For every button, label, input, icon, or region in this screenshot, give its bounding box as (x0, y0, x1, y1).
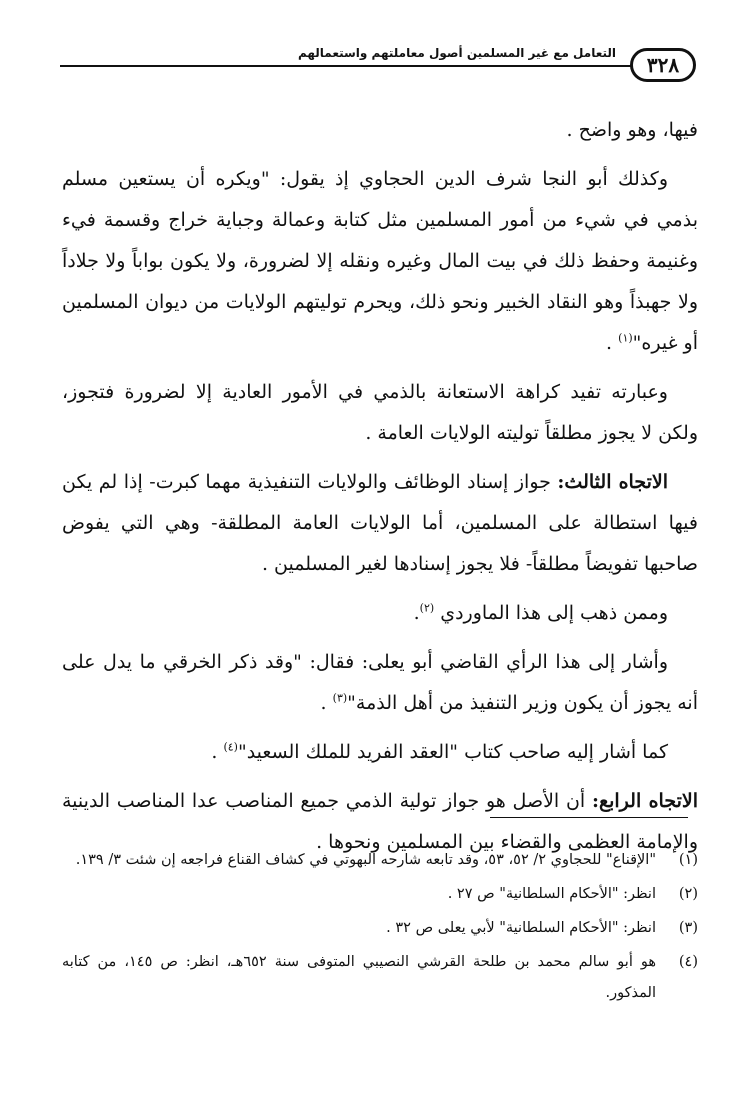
running-title: التعامل مع غير المسلمين أصول معاملتهم واستعمالهم (297, 46, 616, 60)
footnote-number: (٤) (678, 954, 698, 970)
page-number: ٣٢٨ (630, 48, 696, 82)
section-label: الاتجاه الثالث: (557, 471, 668, 493)
footnote-number: (١) (678, 852, 698, 868)
footnote-text: "الإقناع" للحجاوي ٢/ ٥٢، ٥٣، وقد تابعه شارحه البهوتي في كشاف القناع فراجعه إن شئت ٣/ ١٣٩. (75, 852, 656, 868)
footnote-text: انظر: "الأحكام السلطانية" لأبي يعلى ص ٣٢ . (386, 920, 656, 936)
paragraph-3: وعبارته تفيد كراهة الاستعانة بالذمي في الأمور العادية إلا لضرورة فتجوز، ولكن لا يجوز مطلقاً توليته الولايات العامة . (62, 381, 698, 444)
footnote (62, 845, 698, 876)
footnote (62, 947, 698, 1009)
paragraph-6: وأشار إلى هذا الرأي القاضي أبو يعلى: فقال: "وقد ذكر الخرقي ما يدل على أنه يجوز أن يكون وزير التنفيذ من أهل الذمة"$^{(٣)}$ . (62, 651, 698, 714)
footnote-ref: (٣) (332, 691, 348, 705)
footnote-text: انظر: "الأحكام السلطانية" ص ٢٧ . (447, 886, 656, 902)
footnote (62, 879, 698, 910)
page-header (60, 42, 696, 92)
footnote-ref: (٤) (223, 740, 238, 754)
paragraph-1: فيها، وهو واضح . (566, 119, 698, 141)
footnote-number: (٢) (678, 886, 698, 902)
quote-text: وكذلك أبو النجا شرف الدين الحجاوي إذ يقول: "ويكره أن يستعين مسلم بذمي في شيء من أمور المسلمين مثل كتابة وعمالة وجباية خراج وقسمة فيء وغنيمة وحفظ ذلك في بيت المال وغيره ونقله إلا لضرورة، ولا يكون بواباً ولا جلاداً ولا جهبذاً وهو النقاد الخبير ونحو ذلك، ويحرم توليتهم الولايات من ديوان المسلمين أو غيره" (62, 168, 698, 354)
main-text (62, 110, 698, 871)
footnote-text: هو أبو سالم محمد بن طلحة القرشي النصيبي المتوفى سنة ٦٥٢هـ، انظر: ص ١٤٥، من كتابه المذكور. (62, 954, 656, 1001)
paragraph-2: وكذلك أبو النجا شرف الدين الحجاوي إذ يقول: "ويكره أن يستعين مسلم بذمي في شيء من أمور المسلمين مثل كتابة وعمالة وجباية خراج وقسمة فيء وغنيمة وحفظ ذلك في بيت المال وغيره ونقله إلا لضرورة، ولا يكون بواباً ولا جلاداً ولا جهبذاً وهو النقاد الخبير ونحو ذلك، ويحرم توليتهم الولايات من ديوان المسلمين أو غيره"$^{(١)}$ . (62, 168, 698, 354)
paragraph-7: كما أشار إليه صاحب كتاب "العقد الفريد للملك السعيد"$^{(٤)}$ . (211, 740, 668, 763)
paragraph-5: وممن ذهب إلى هذا الماوردي $^{(٢)}$. (413, 601, 668, 624)
paragraph-4: الاتجاه الثالث: جواز إسناد الوظائف والولايات التنفيذية مهما كبرت- إذا لم يكن فيها استطالة على المسلمين، أما الولايات العامة المطلقة- وهي التي يفوض صاحبها تفويضاً مطلقاً- فلا يجوز إسنادها لغير المسلمين . (62, 471, 698, 575)
footnote-ref: (١) (618, 331, 633, 345)
footnote-number: (٣) (678, 920, 698, 936)
footnotes (62, 845, 698, 1012)
section-label: الاتجاه الرابع: (591, 790, 698, 812)
paragraph-8: الاتجاه الرابع: أن الأصل هو جواز تولية الذمي جميع المناصب عدا المناصب الدينية والإمامة العظمى والقضاء بين المسلمين ونحوها . (62, 790, 698, 853)
footnote-separator (490, 817, 688, 818)
footnote (62, 913, 698, 944)
header-rule (60, 65, 666, 67)
footnote-ref: (٢) (419, 601, 435, 615)
